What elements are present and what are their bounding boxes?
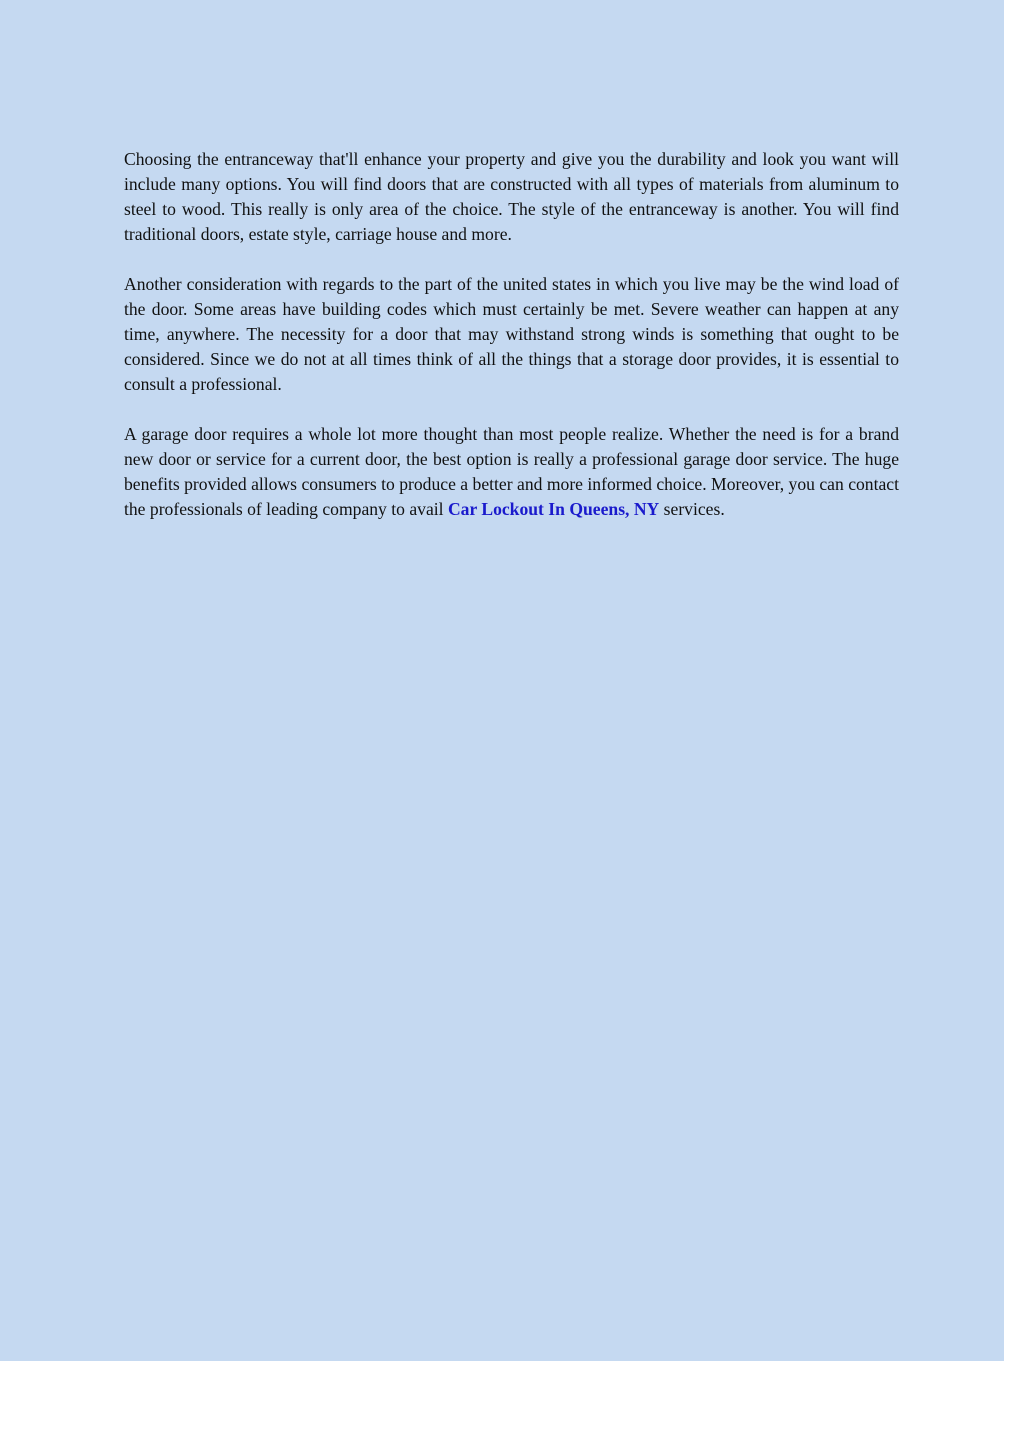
paragraph-wind-load: Another consideration with regards to the part of the united states in which you live may be the wind load of the door. Some areas have building codes which must certainly be met. Severe weather can happen at any time, anywhere. The necessity for a door that may withstand strong winds is something that ought to be considered. Since we do not at all times think of all the things that a storage door provides, it is essential to consult a professional. — [124, 274, 899, 394]
document-body — [124, 147, 899, 547]
paragraph-garage-door — [124, 422, 899, 522]
car-lockout-queens-link[interactable]: Car Lockout In Queens, NY — [447, 499, 660, 519]
paragraph-entranceway: Choosing the entranceway that'll enhance your property and give you the durability and look you want will include many options. You will find doors that are constructed with all types of materials from aluminum to steel to wood. This really is only area of the choice. The style of the entranceway is another. You will find traditional doors, estate style, carriage house and more. — [124, 149, 899, 244]
paragraph-text-after-link: services. — [659, 499, 725, 519]
paragraph-text-before-link: A garage door requires a whole lot more thought than most people realize. Whether the need is for a brand new door or service for a current door, the best option is really a professional garage door service. The huge benefits provided allows consumers to produce a better and more informed choice. Moreover, you can contact the professionals of leading company to avail — [124, 424, 899, 519]
